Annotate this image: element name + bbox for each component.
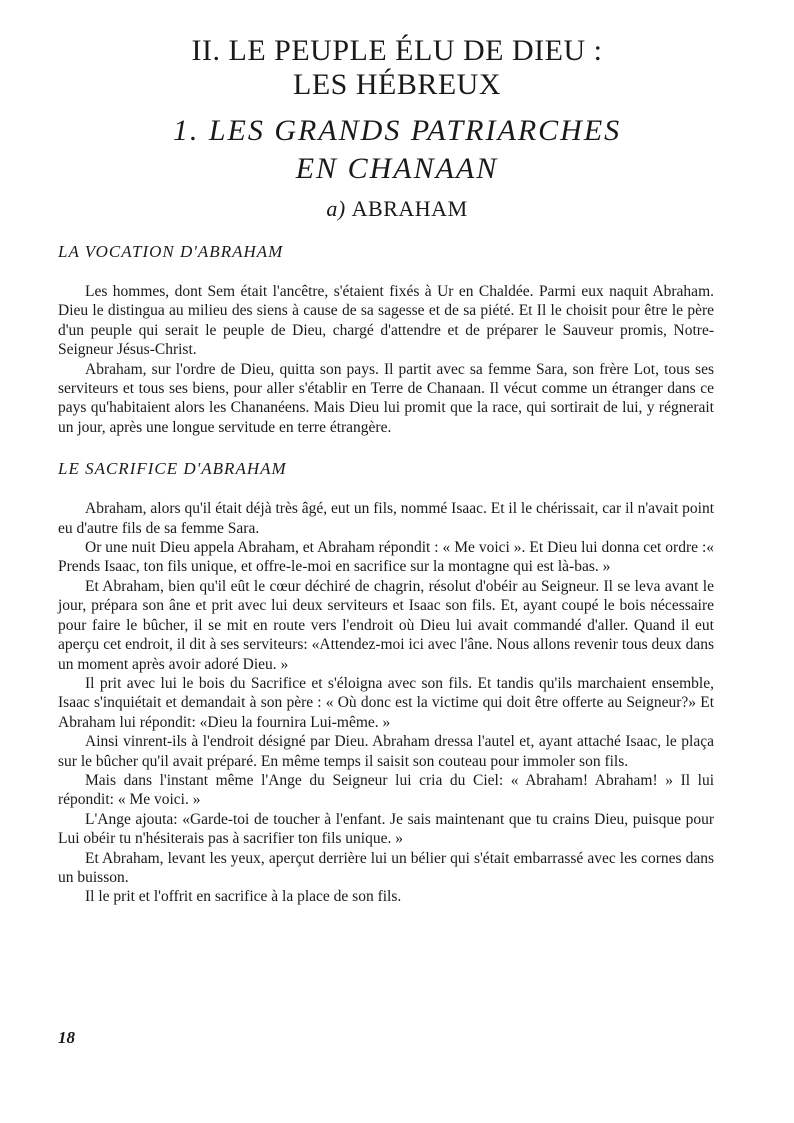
paragraph: Il prit avec lui le bois du Sacrifice et s'éloigna avec son fils. Et tandis qu'ils marchaient ensemble, Isaac s'inquiétait et demandait à son père : « Où donc est la victime qui doit être offerte au Seigneur?» Et Abraham lui répondit: «Dieu la fournira Lui-même. » xyxy=(58,674,714,731)
paragraph: Mais dans l'instant même l'Ange du Seigneur lui cria du Ciel: « Abraham! Abraham! » Il lui répondit: « Me voici. » xyxy=(58,771,714,809)
paragraph: Et Abraham, bien qu'il eût le cœur déchiré de chagrin, résolut d'obéir au Seigneur. Il se leva avant le jour, prépara son âne et prit avec lui deux serviteurs et Isaac son fils. Et, ayant coupé le bois nécessaire pour faire le bûcher, il se mit en route vers l'endroit où Dieu lui avait commandé d'aller. Quand il eut aperçu cet endroit, il dit à ses serviteurs: «Attendez-moi ici avec l'âne. Nous allons revenir tous deux dans un moment après avoir adoré Dieu. » xyxy=(58,577,714,673)
page-number: 18 xyxy=(58,1028,75,1047)
chapter-title xyxy=(0,112,794,188)
paragraph: Ainsi vinrent-ils à l'endroit désigné par Dieu. Abraham dressa l'autel et, ayant attaché Isaac, le plaça sur le bûcher qu'il avait préparé. En même temps il saisit son couteau pour immoler son fils. xyxy=(58,733,714,770)
paragraph: Et Abraham, levant les yeux, aperçut derrière lui un bélier qui s'était embarrassé avec les cornes dans un buisson. xyxy=(58,849,714,886)
paragraph: Il le prit et l'offrit en sacrifice à la place de son fils. xyxy=(85,888,402,906)
paragraph: Les hommes, dont Sem était l'ancêtre, s'étaient fixés à Ur en Chaldée. Parmi eux naquit Abraham. Dieu le distingua au milieu des siens à cause de sa sagesse et de sa piété. Et Il le choisit pour être le père d'un peuple qui serait le peuple de Dieu, chargé d'attendre et de préparer le Sauveur promis, Notre-Seigneur Jésus-Christ. xyxy=(58,283,714,359)
paragraph: Abraham, alors qu'il était déjà très âgé, eut un fils, nommé Isaac. Et il le chérissait, car il n'avait point eu d'autre fils de sa femme Sara. xyxy=(58,500,714,537)
paragraph: Abraham, sur l'ordre de Dieu, quitta son pays. Il partit avec sa femme Sara, son frère Lot, tous ses serviteurs et tous ses biens, pour aller s'établir en Terre de Chanaan. Il vécut comme un étranger dans ce pays qu'habitaient alors les Chananéens. Mais Dieu lui promit que la race, qui sortirait de lui, y régnerait un jour, après une longue servitude en terre étrangère. xyxy=(58,360,714,436)
part-title-line: LES HÉBREUX xyxy=(293,68,501,101)
subtitle-text: ABRAHAM xyxy=(351,196,468,221)
section-heading: LA VOCATION D'ABRAHAM xyxy=(58,242,284,261)
part-title xyxy=(0,0,794,102)
section-subtitle xyxy=(0,196,794,222)
chapter-title-line: 1. LES GRANDS PATRIARCHES xyxy=(172,114,622,147)
section-body xyxy=(0,499,794,907)
section-heading: LE SACRIFICE D'ABRAHAM xyxy=(58,459,287,479)
section-body xyxy=(0,282,794,437)
part-title-line: II. LE PEUPLE ÉLU DE DIEU : xyxy=(191,34,603,67)
subtitle-letter: a) xyxy=(326,196,346,221)
chapter-title-line: EN CHANAAN xyxy=(295,152,499,185)
title-block xyxy=(0,0,794,222)
paragraph: Or une nuit Dieu appela Abraham, et Abraham répondit : « Me voici ». Et Dieu lui donna cet ordre :« Prends Isaac, ton fils unique, et offre-le-moi en sacrifice sur la montagne qui est là-bas. » xyxy=(58,539,714,576)
paragraph: L'Ange ajouta: «Garde-toi de toucher à l'enfant. Je sais maintenant que tu crains Dieu, puisque pour Lui obéir tu n'hésiterais pas à sacrifier ton fils unique. » xyxy=(58,810,714,848)
